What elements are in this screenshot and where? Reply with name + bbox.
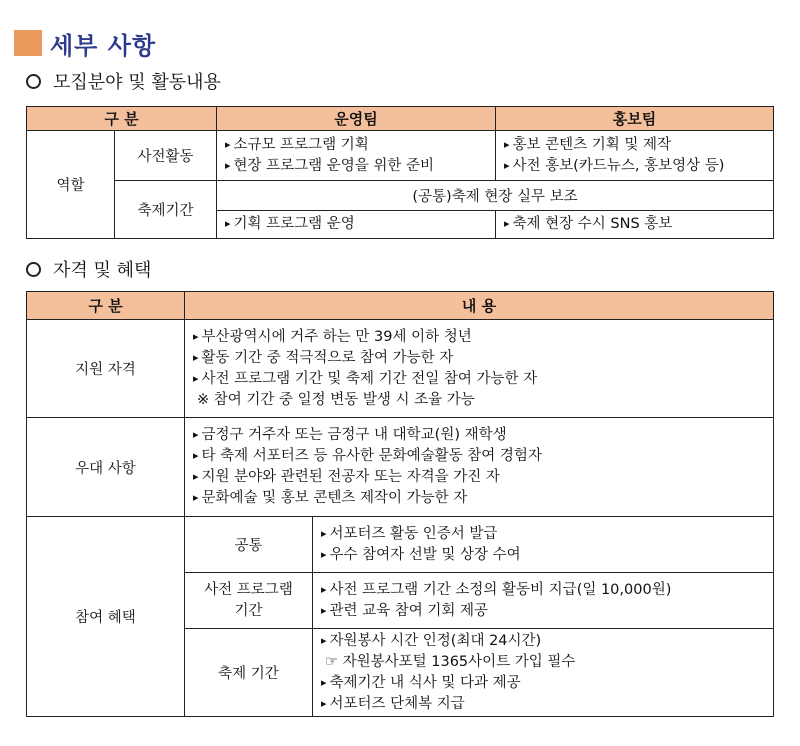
benefit-pre-label: 사전 프로그램 기간 (185, 573, 313, 629)
eligibility-note: ※ 참여 기간 중 일정 변동 발생 시 조율 가능 (197, 391, 475, 408)
qualifications-table (26, 291, 774, 717)
benefit-festival-label: 축제 기간 (185, 629, 313, 717)
circle-bullet-icon (26, 262, 41, 277)
header-category: 구 분 (27, 292, 185, 320)
role-label: 역할 (27, 131, 115, 239)
common-duty: (공통)축제 현장 실무 보조 (217, 181, 774, 211)
benefit-festival-cell: ▸ 자원봉사 시간 인정(최대 24시간) ☞ 자원봉사포털 1365사이트 가입 필수 ▸ 축제기간 내 식사 및 다과 제공 ▸ 서포터즈 단체복 지급 (313, 629, 774, 717)
fest-pr-cell: ▸ 축제 현장 수시 SNS 홍보 (496, 211, 774, 239)
benefit-pre-cell: ▸ 사전 프로그램 기간 소정의 활동비 지급(일 10,000원) ▸ 관련 교육 참여 기회 제공 (313, 573, 774, 629)
page-title: 세부 사항 (50, 31, 157, 60)
subheading-recruitment: 모집분야 및 활동내용 (26, 68, 221, 94)
benefits-label: 참여 혜택 (27, 517, 185, 717)
header-ops-team: 운영팀 (217, 107, 496, 131)
header-category: 구 분 (27, 107, 217, 131)
fest-ops-cell: ▸ 기획 프로그램 운영 (217, 211, 496, 239)
preference-cell: ▸ 금정구 거주자 또는 금정구 내 대학교(원) 재학생 ▸ 타 축제 서포터즈 등 유사한 문화예술활동 참여 경험자 ▸ 지원 분야와 관련된 전공자 또는 자격을 가진 자 ▸ 문화예술 및 홍보 콘텐츠 제작이 가능한 자 (185, 418, 774, 517)
pre-activity-label: 사전활동 (115, 131, 217, 181)
benefit-common-cell: ▸ 서포터즈 활동 인증서 발급 ▸ 우수 참여자 선발 및 상장 수여 (313, 517, 774, 573)
header-pr-team: 홍보팀 (496, 107, 774, 131)
eligibility-label: 지원 자격 (27, 320, 185, 418)
subheading-qualifications: 자격 및 혜택 (26, 256, 151, 282)
title-marker (14, 30, 42, 56)
section-title (14, 26, 156, 60)
benefit-common-label: 공통 (185, 517, 313, 573)
header-content: 내 용 (185, 292, 774, 320)
festival-note: ☞ 자원봉사포털 1365사이트 가입 필수 (325, 653, 576, 670)
preference-label: 우대 사항 (27, 418, 185, 517)
pre-ops-cell: ▸ 소규모 프로그램 기획 ▸ 현장 프로그램 운영을 위한 준비 (217, 131, 496, 181)
festival-period-label: 축제기간 (115, 181, 217, 239)
pre-pr-cell: ▸ 홍보 콘텐츠 기획 및 제작 ▸ 사전 홍보(카드뉴스, 홍보영상 등) (496, 131, 774, 181)
eligibility-cell: ▸ 부산광역시에 거주 하는 만 39세 이하 청년 ▸ 활동 기간 중 적극적으로 참여 가능한 자 ▸ 사전 프로그램 기간 및 축제 기간 전일 참여 가능한 자 ※ 참여 기간 중 일정 변동 발생 시 조율 가능 (185, 320, 774, 418)
circle-bullet-icon (26, 74, 41, 89)
recruitment-table (26, 106, 774, 239)
